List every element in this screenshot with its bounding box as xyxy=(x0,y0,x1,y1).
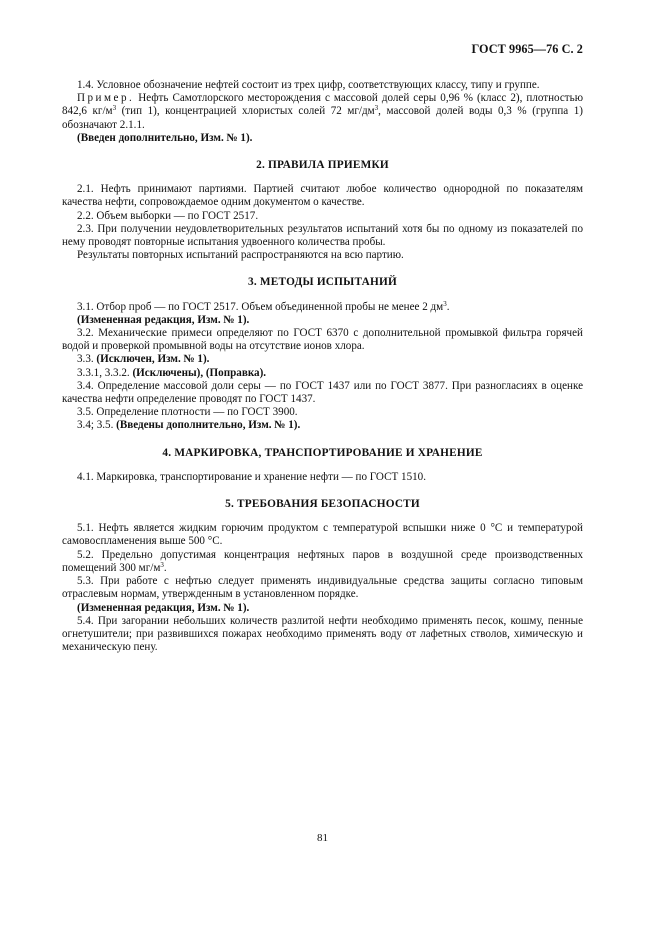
paragraph-2-1: 2.1. Нефть принимают партиями. Партией считают любое количество однородной по показателям качества нефти, сопровождаемое одним документом о качестве. xyxy=(62,183,583,209)
paragraph-3-4: 3.4. Определение массовой доли серы — по ГОСТ 1437 или по ГОСТ 3877. При разногласиях в оценке качества нефти определение проводят по ГОСТ 1437. xyxy=(62,379,583,406)
paragraph-3-4-3-5-number: 3.4; 3.5. xyxy=(77,419,117,432)
page-header: ГОСТ 9965—76 С. 2 xyxy=(471,42,583,56)
example-paragraph xyxy=(62,92,583,132)
example-label: Пример. xyxy=(77,92,135,105)
paragraph-5-1: 5.1. Нефть является жидким горючим продуктом с температурой вспышки ниже 0 °С и температурой самовоспламенения выше 500 °С. xyxy=(62,522,583,548)
example-text-1: Нефть Самотлорского месторождения с массовой долей серы 0,96 % (класс 2), плотностью 842,6 кг/м xyxy=(62,92,583,118)
paragraph-3-3 xyxy=(62,353,583,366)
paragraph-2-3: 2.3. При получении неудовлетворительных результатов испытаний хотя бы по одному из показателей по нему проводят повторные испытания удвоенного количества пробы. xyxy=(62,222,583,249)
paragraph-3-4-3-5 xyxy=(62,419,583,432)
paragraph-3-1 xyxy=(62,301,583,314)
amendment-note: (Введены дополнительно, Изм. № 1). xyxy=(116,419,301,432)
amendment-note: (Измененная редакция, Изм. № 1). xyxy=(77,601,250,614)
amendment-note: (Введен дополнительно, Изм. № 1). xyxy=(77,131,253,144)
paragraph-3-3-x xyxy=(62,367,583,380)
example-sup-1: 3 xyxy=(112,104,117,113)
paragraph-5-4: 5.4. При загорании небольших количеств разлитой нефти необходимо применять песок, кошму, пенные огнетушители; при развившихся пожарах необходимо применять воду от лафетных стволов, химическую и механическую пену. xyxy=(62,614,583,654)
paragraph-2-2: 2.2. Объем выборки — по ГОСТ 2517. xyxy=(77,209,259,222)
paragraph-3-1-text: 3.1. Отбор проб — по ГОСТ 2517. Объем объединенной пробы не менее 2 дм xyxy=(77,300,444,313)
page-number: 81 xyxy=(317,832,328,844)
section-heading-2: 2. ПРАВИЛА ПРИЕМКИ xyxy=(256,159,389,172)
paragraph-5-2 xyxy=(62,549,583,575)
paragraph-4-1: 4.1. Маркировка, транспортирование и хранение нефти — по ГОСТ 1510. xyxy=(77,470,426,483)
paragraph-3-3-number: 3.3. xyxy=(77,353,97,366)
section-heading-4: 4. МАРКИРОВКА, ТРАНСПОРТИРОВАНИЕ И ХРАНЕНИЕ xyxy=(162,446,483,459)
section-heading-3: 3. МЕТОДЫ ИСПЫТАНИЙ xyxy=(248,276,397,289)
paragraph-5-2-end: . xyxy=(163,561,167,574)
paragraph-3-2: 3.2. Механические примеси определяют по ГОСТ 6370 с дополнительной промывкой фильтра горячей водой и проверкой промывной воды на отсутствие ионов хлора. xyxy=(62,327,583,353)
example-text-3: , массовой долей воды 0,3 % (группа 1) обозначают 2.1.1. xyxy=(62,105,583,131)
document-body xyxy=(62,79,583,654)
paragraph-3-5: 3.5. Определение плотности — по ГОСТ 3900. xyxy=(77,406,298,419)
amendment-note: (Измененная редакция, Изм. № 1). xyxy=(77,313,250,326)
amendment-note: (Исключены), (Поправка). xyxy=(132,366,267,379)
example-sup-2: 3 xyxy=(374,104,379,113)
paragraph-3-1-end: . xyxy=(446,300,450,313)
paragraph-5-3: 5.3. При работе с нефтью следует применять индивидуальные средства защиты согласно типовым отраслевым нормам, утвержденным в установленном порядке. xyxy=(62,575,583,601)
paragraph-3-1-sup: 3 xyxy=(443,299,447,308)
paragraph-2-3-b: Результаты повторных испытаний распространяются на всю партию. xyxy=(77,249,404,262)
section-heading-5: 5. ТРЕБОВАНИЯ БЕЗОПАСНОСТИ xyxy=(225,498,420,511)
paragraph-5-2-text: 5.2. Предельно допустимая концентрация нефтяных паров в воздушной среде производственных помещений 300 мг/м xyxy=(62,548,583,574)
paragraph-1-4: 1.4. Условное обозначение нефтей состоит из трех цифр, соответствующих классу, типу и группе. xyxy=(77,79,540,91)
amendment-note: (Исключен, Изм. № 1). xyxy=(96,353,210,366)
example-text-2: (тип 1), концентрацией хлористых солей 72 мг/дм xyxy=(116,105,375,118)
paragraph-5-2-sup: 3 xyxy=(160,560,164,569)
paragraph-3-3-x-number: 3.3.1, 3.3.2. xyxy=(77,366,133,379)
